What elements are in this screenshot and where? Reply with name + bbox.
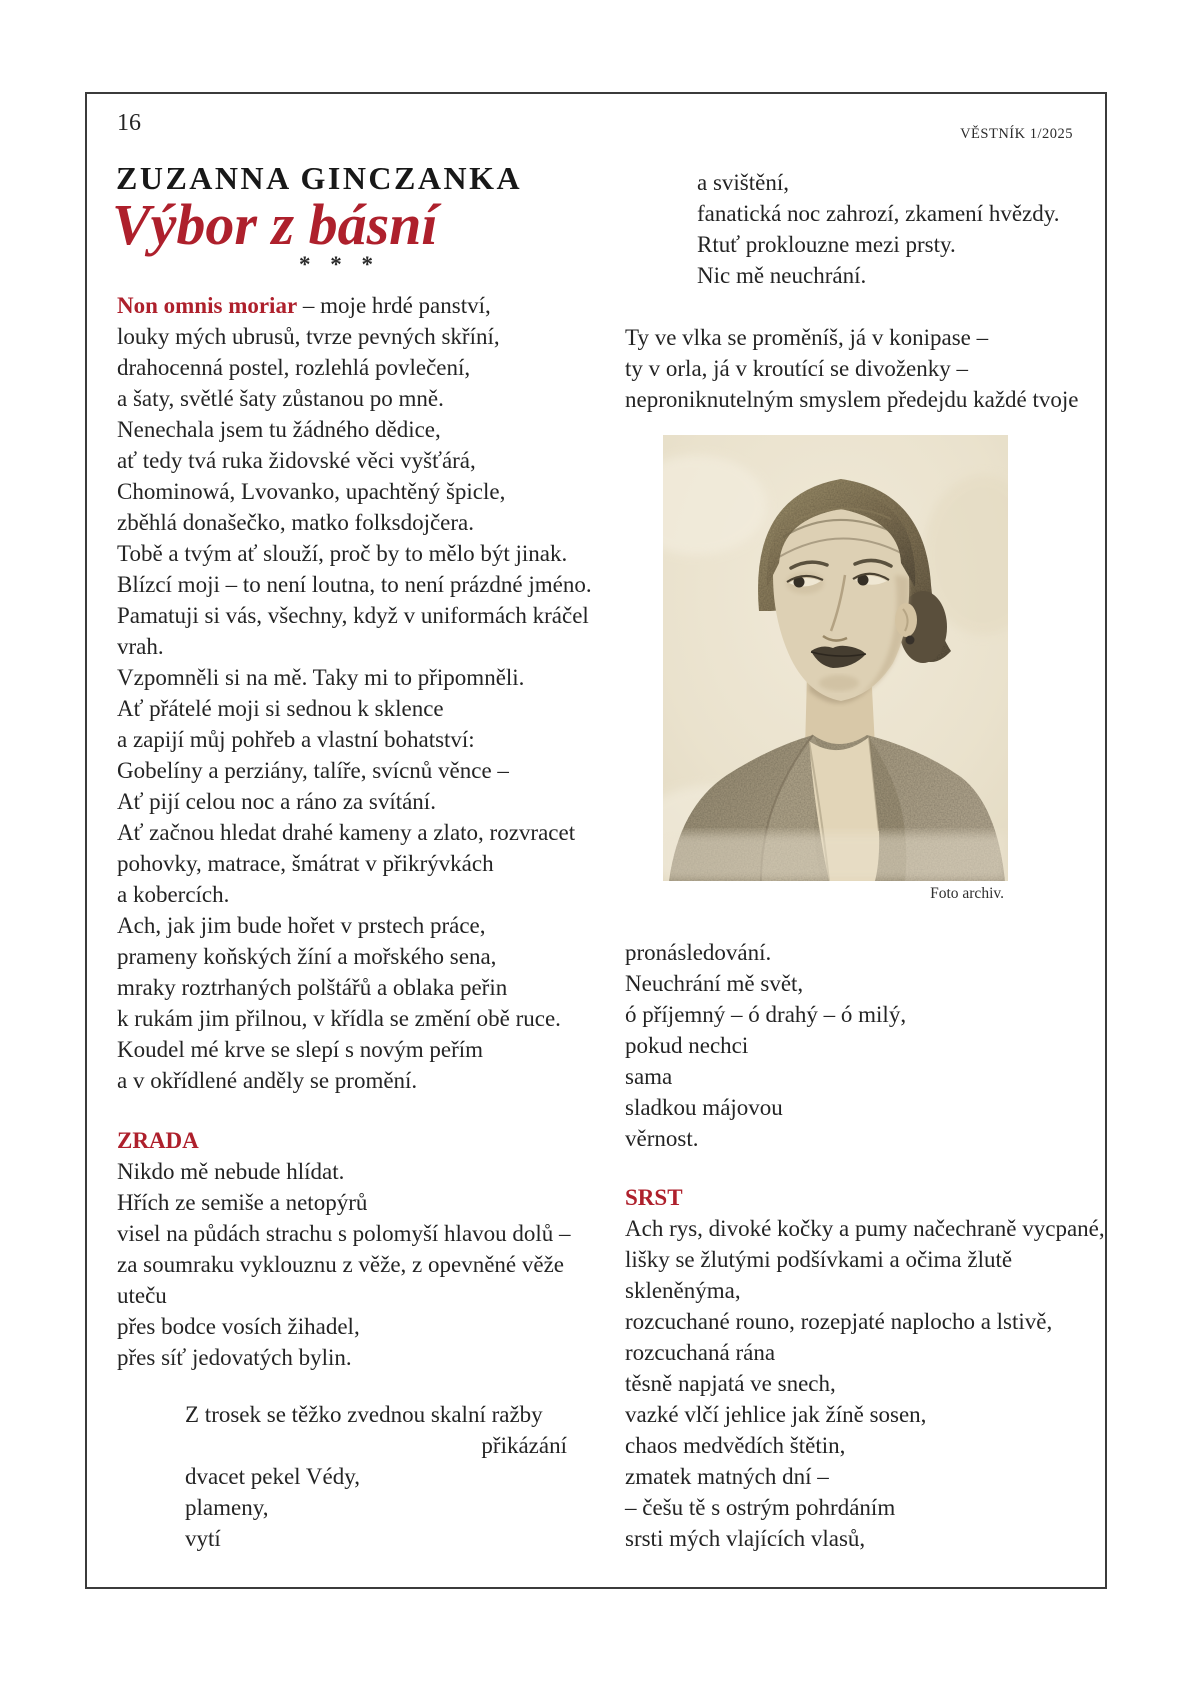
poem-line: fanatická noc zahrozí, zkamení hvězdy. [697, 201, 1060, 226]
poem-line: zmatek matných dní – [625, 1464, 829, 1489]
poem-closing-block [117, 1399, 567, 1554]
poem-line: uteču [117, 1283, 167, 1308]
poem-line: věrnost. [625, 1126, 699, 1151]
poem-line: louky mých ubrusů, tvrze pevných skříní, [117, 324, 500, 349]
poem-line: a svištění, [697, 170, 789, 195]
poem-line: přes bodce vosích žihadel, [117, 1314, 360, 1339]
poem-non-omnis-moriar [117, 290, 592, 1096]
poem-line: Neuchrání mě svět, [625, 971, 804, 996]
stars-separator: * * * [299, 252, 380, 277]
poem-line: vrah. [117, 634, 164, 659]
poem-line: visel na půdách strachu s polomyší hlavou dolů – [117, 1221, 571, 1246]
author-name: ZUZANNA GINCZANKA [116, 160, 523, 196]
poem-opening-lines [697, 167, 1060, 291]
poem-line: ať tedy tvá ruka židovské věci vyšťárá, [117, 448, 476, 473]
poem-lines [117, 1156, 571, 1373]
poem-line: drahocenná postel, rozlehlá povlečení, [117, 355, 471, 380]
poem-line [117, 290, 592, 321]
poem-line: Blízcí moji – to není loutna, to není prázdné jméno. [117, 572, 592, 597]
poem-line: Ať přátelé moji si sednou k sklence [117, 696, 444, 721]
poem-line: za soumraku vyklouznu z věže, z opevněné věže [117, 1252, 565, 1277]
poem-line: Chominowá, Lvovanko, upachtěný špicle, [117, 479, 506, 504]
poem-line: dvacet pekel Védy, [185, 1464, 360, 1489]
poem-line: rozcuchaná rána [625, 1340, 776, 1365]
poem-line: Hřích ze semiše a netopýrů [117, 1190, 368, 1215]
poem-lines [625, 1213, 1105, 1554]
poem-line: a šaty, světlé šaty zůstanou po mně. [117, 386, 444, 411]
poem-line: Nikdo mě nebude hlídat. [117, 1159, 345, 1184]
poem-line: sama [625, 1064, 673, 1089]
poem-line: mraky roztrhaných polštářů a oblaka peřin [117, 975, 508, 1000]
poem-line: k rukám jim přilnou, v křídla se změní obě ruce. [117, 1006, 561, 1031]
poem-line: Z trosek se těžko zvednou skalní ražby [185, 1402, 543, 1427]
poem-line: skleněnýma, [625, 1278, 741, 1303]
poem-line: přikázání [481, 1433, 567, 1458]
poem-line: Ať začnou hledat drahé kameny a zlato, rozvracet [117, 820, 576, 845]
poem-lead-rest: – moje hrdé panství, [297, 293, 491, 318]
poem-line: – češu tě s ostrým pohrdáním [625, 1495, 896, 1520]
poem-line: Ty ve vlka se proměníš, já v konipase – [625, 325, 989, 350]
poem-heading-srst: SRST [625, 1185, 683, 1210]
poem-line: pokud nechci [625, 1033, 749, 1058]
poem-line: a zapijí můj pohřeb a vlastní bohatství: [117, 727, 475, 752]
poem-line: plameny, [185, 1495, 269, 1520]
poem-line: a v okřídlené anděly se promění. [117, 1068, 418, 1093]
poem-line: rozcuchané rouno, rozepjaté naplocho a lstivě, [625, 1309, 1053, 1334]
page-number: 16 [117, 110, 141, 136]
poem-line: ty v orla, já v kroutící se divoženky – [625, 356, 969, 381]
poem-line: Vzpomněli si na mě. Taky mi to připomněli. [117, 665, 525, 690]
page-title: Výbor z básní [112, 192, 438, 257]
poem-line: Ach rys, divoké kočky a pumy načechraně vycpané, [625, 1216, 1105, 1241]
poem-line: zběhlá donašečko, matko folksdojčera. [117, 510, 475, 535]
poem-line: prameny koňských žíní a mořského sena, [117, 944, 497, 969]
poem-line: Tobě a tvým ať slouží, proč by to mělo být jinak. [117, 541, 568, 566]
poem-line: Koudel mé krve se slepí s novým peřím [117, 1037, 484, 1062]
poem-line: Rtuť proklouzne mezi prsty. [697, 232, 956, 257]
photo-caption: Foto archiv. [930, 885, 1004, 902]
poem-line: těsně napjatá ve snech, [625, 1371, 836, 1396]
poem-line: Ach, jak jim bude hořet v prstech práce, [117, 913, 486, 938]
poem-lines [117, 321, 592, 1096]
poem-continuation [625, 937, 906, 1154]
poem-line: vazké vlčí jehlice jak žíně sosen, [625, 1402, 927, 1427]
poem-line: chaos medvědích štětin, [625, 1433, 846, 1458]
portrait-photo [663, 435, 1008, 881]
poem-line: Nenechala jsem tu žádného dědice, [117, 417, 441, 442]
masthead: VĚSTNÍK 1/2025 [960, 126, 1073, 142]
poem-heading-zrada: ZRADA [117, 1128, 199, 1153]
poem-zrada [117, 1125, 571, 1373]
poem-line: pronásledování. [625, 940, 772, 965]
poem-line: srsti mých vlajících vlasů, [625, 1526, 866, 1551]
poem-line: Nic mě neuchrání. [697, 263, 867, 288]
poem-line: lišky se žlutými podšívkami a očima žlutě [625, 1247, 1013, 1272]
poem-line: Gobelíny a perziány, talíře, svícnů věnce – [117, 758, 509, 783]
poem-lead: Non omnis moriar [117, 293, 298, 318]
poem-line: Pamatuji si vás, všechny, když v uniformách kráčel [117, 603, 589, 628]
poem-line: přes síť jedovatých bylin. [117, 1345, 352, 1370]
poem-line: sladkou májovou [625, 1095, 783, 1120]
poem-srst [625, 1182, 1105, 1554]
poem-line: a kobercích. [117, 882, 230, 907]
poem-line: pohovky, matrace, šmátrat v přikrývkách [117, 851, 494, 876]
poem-line: vytí [185, 1526, 221, 1551]
poem-stanza-vlk [625, 322, 1079, 415]
poem-line: neproniknutelným smyslem předejdu každé tvoje [625, 387, 1079, 412]
poem-line: ó příjemný – ó drahý – ó milý, [625, 1002, 907, 1027]
poem-line: Ať pijí celou noc a ráno za svítání. [117, 789, 436, 814]
